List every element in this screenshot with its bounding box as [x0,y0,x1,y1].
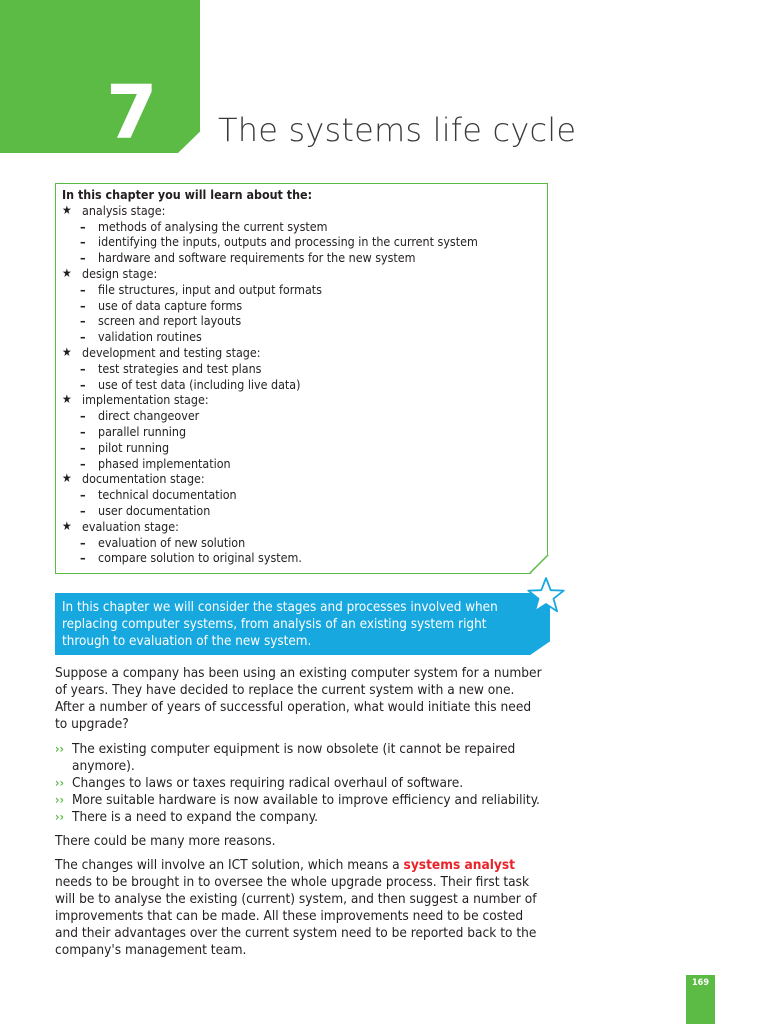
topic-analysis [62,203,542,219]
subtopic [62,424,542,440]
subtopic-label: methods of analysing the current system [98,218,328,234]
star-bullet-icon: ★ [62,344,72,359]
dash-icon: – [80,423,86,439]
subtopic [62,234,542,250]
star-bullet-icon: ★ [62,518,72,533]
double-chevron-icon: ›› [55,742,64,756]
page-number: 169 [692,978,709,988]
subtopic-label: file structures, input and output formats [98,281,322,297]
dash-icon: – [80,218,86,234]
subtopic-label: technical documentation [98,487,237,503]
topic-label: development and testing stage: [82,344,261,360]
dash-icon: – [80,376,86,392]
subtopic [62,487,542,503]
dash-icon: – [80,234,86,250]
subtopic-label: pilot running [98,439,170,455]
subtopic [62,298,542,314]
paragraph [55,857,545,959]
double-chevron-icon: ›› [55,793,64,807]
subtopic [62,219,542,235]
star-bullet-icon: ★ [62,202,72,217]
dash-icon: – [80,502,86,518]
list-item [55,741,545,775]
dash-icon: – [80,550,86,566]
paragraph-text: needs to be brought in to oversee the whole upgrade process. Their first task will be to analyse the existing (current) system, and then suggest a number of improvements that can be made. All these improvements need to be costed and their advantages over the current system need to be reported back to the company's management team. [55,874,537,958]
dash-icon: – [80,439,86,455]
subtopic [62,282,542,298]
paragraph: Suppose a company has been using an existing computer system for a number of years. They have decided to replace the current system with a new one. After a number of years of successful operation, what would initiate this need to upgrade? [55,665,542,732]
chapter-title: The systems life cycle [218,111,577,149]
chapter-number: 7 [106,70,158,156]
subtopic-label: compare solution to original system. [98,550,302,566]
subtopic [62,550,542,566]
star-outline-icon [526,576,566,614]
dash-icon: – [80,534,86,550]
subtopic [62,440,542,456]
topic-label: implementation stage: [82,392,209,408]
list-item-text: More suitable hardware is now available to improve efficiency and reliability. [72,792,540,808]
dash-icon: – [80,250,86,266]
subtopic [62,503,542,519]
subtopic-label: use of data capture forms [98,297,243,313]
subtopic [62,408,542,424]
subtopic-label: evaluation of new solution [98,534,246,550]
dash-icon: – [80,281,86,297]
list-item [55,809,545,826]
list-item-text: There is a need to expand the company. [72,809,318,825]
subtopic [62,329,542,345]
dash-icon: – [80,329,86,345]
learning-objectives-list [62,187,542,566]
subtopic-label: screen and report layouts [98,313,242,329]
dash-icon: – [80,313,86,329]
subtopic-label: direct changeover [98,408,200,424]
dash-icon: – [80,455,86,471]
list-item [55,775,545,792]
subtopic-label: validation routines [98,329,202,345]
subtopic [62,250,542,266]
double-chevron-icon: ›› [55,776,64,790]
topic-label: design stage: [82,265,158,281]
topic-documentation [62,471,542,487]
learning-objectives-heading: In this chapter you will learn about the: [62,187,313,202]
key-term: systems analyst [403,857,516,873]
reasons-list [55,741,545,826]
topic-label: evaluation stage: [82,518,179,534]
subtopic-label: identifying the inputs, outputs and processing in the current system [98,234,478,250]
dash-icon: – [80,408,86,424]
subtopic [62,361,542,377]
subtopic-label: hardware and software requirements for the new system [98,250,416,266]
dash-icon: – [80,487,86,503]
subtopic [62,456,542,472]
subtopic [62,535,542,551]
subtopic-label: phased implementation [98,455,231,471]
subtopic [62,377,542,393]
body-text [55,665,545,959]
subtopic-label: user documentation [98,502,211,518]
star-bullet-icon: ★ [62,265,72,280]
chapter-tab [0,0,200,153]
dash-icon: – [80,297,86,313]
star-bullet-icon: ★ [62,392,72,407]
list-item-text: Changes to laws or taxes requiring radical overhaul of software. [72,775,464,791]
double-chevron-icon: ›› [55,810,64,824]
dash-icon: – [80,360,86,376]
subtopic-label: test strategies and test plans [98,360,262,376]
list-item-text: The existing computer equipment is now obsolete (it cannot be repaired anymore). [72,741,516,774]
list-item [55,792,545,809]
paragraph: There could be many more reasons. [55,833,276,849]
subtopic-label: parallel running [98,423,187,439]
topic-label: documentation stage: [82,471,205,487]
paragraph-text: The changes will involve an ICT solution, which means a [55,857,404,873]
topic-implementation [62,392,542,408]
topic-development-testing [62,345,542,361]
topic-design [62,266,542,282]
topic-label: analysis stage: [82,202,166,218]
star-bullet-icon: ★ [62,471,72,486]
intro-text: In this chapter we will consider the stages and processes involved when replacing computer systems, from analysis of an existing system right through to evaluation of the new system. [62,600,498,649]
topic-evaluation [62,519,542,535]
subtopic-label: use of test data (including live data) [98,376,301,392]
subtopic [62,313,542,329]
